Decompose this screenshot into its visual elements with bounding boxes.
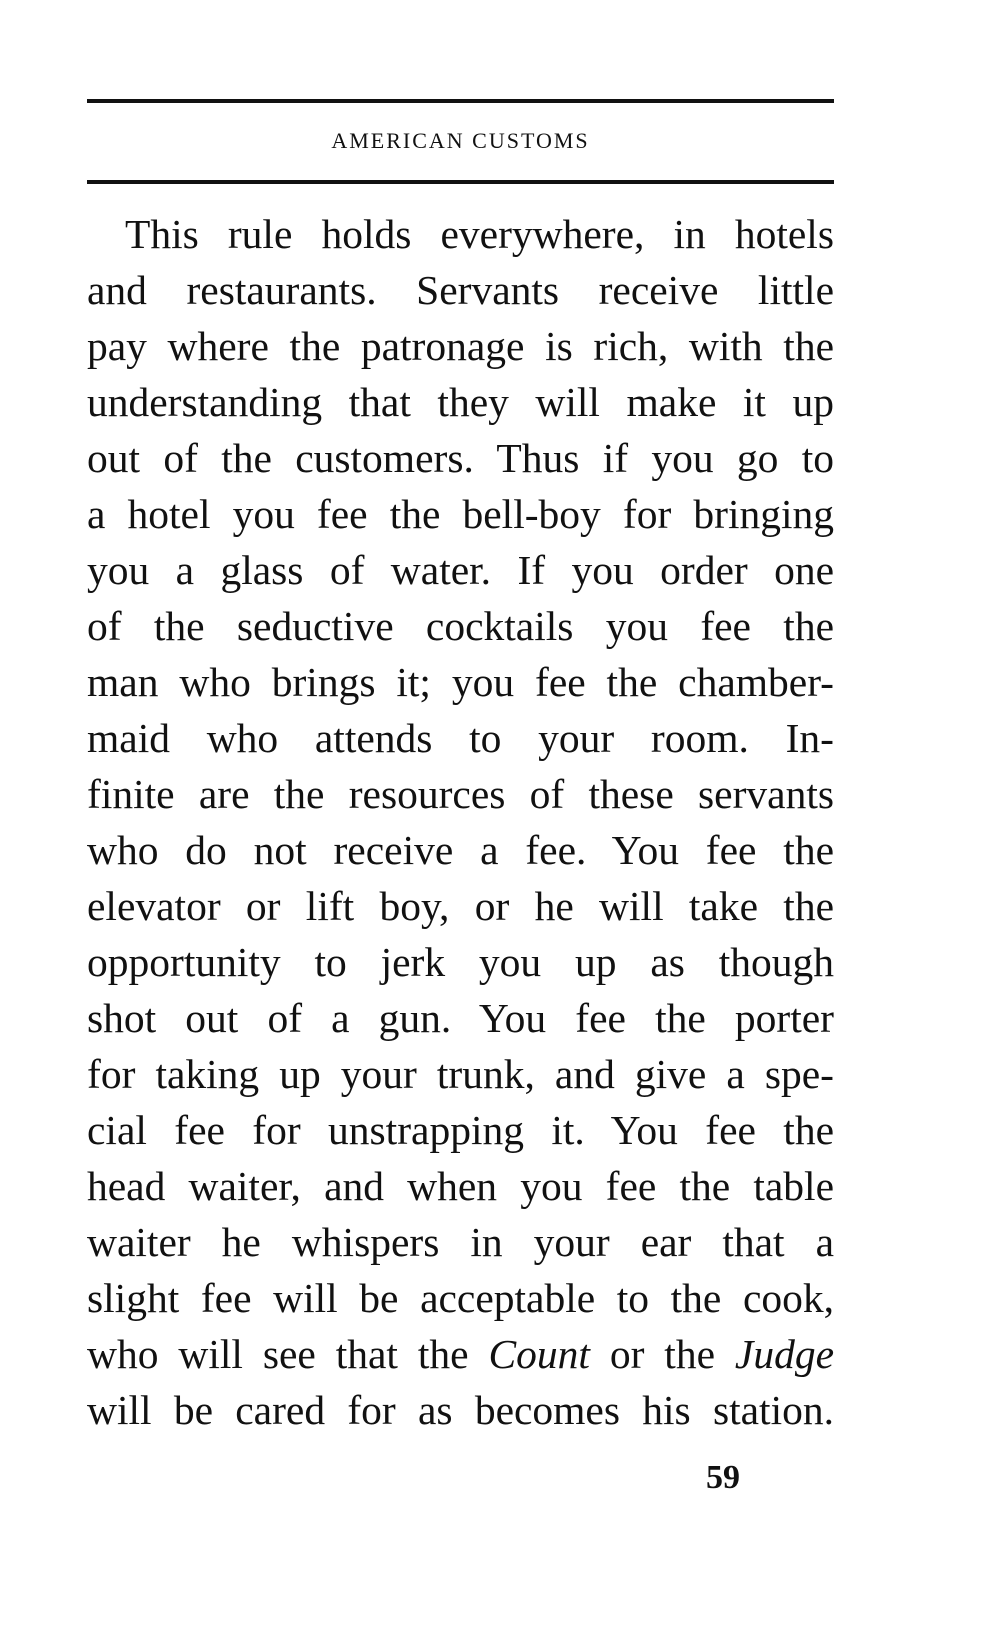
text-line: elevator or lift boy, or he will take the xyxy=(87,883,834,929)
text-line: This rule holds everywhere, in hotels xyxy=(125,211,834,257)
header-rule-top xyxy=(87,99,834,103)
text-segment: who will see that the xyxy=(87,1331,489,1377)
text-line: understanding that they will make it up xyxy=(87,379,834,425)
page-number: 59 xyxy=(706,1459,740,1496)
text-line: a hotel you fee the bell-boy for bringing xyxy=(87,491,834,537)
text-line: waiter he whispers in your ear that a xyxy=(87,1219,834,1265)
text-line: head waiter, and when you fee the table xyxy=(87,1163,834,1209)
text-line: you a glass of water. If you order one xyxy=(87,547,834,593)
text-line: opportunity to jerk you up as though xyxy=(87,939,834,985)
header-rule-bottom xyxy=(87,180,834,184)
italic-judge: Judge xyxy=(734,1331,834,1377)
text-line: of the seductive cocktails you fee the xyxy=(87,603,834,649)
text-line: finite are the resources of these servants xyxy=(87,771,834,817)
text-line-last: will be cared for as becomes his station. xyxy=(87,1387,834,1433)
italic-count: Count xyxy=(488,1331,590,1377)
text-line: out of the customers. Thus if you go to xyxy=(87,435,834,481)
text-line: slight fee will be acceptable to the cook, xyxy=(87,1275,834,1321)
text-line: pay where the patronage is rich, with the xyxy=(87,323,834,369)
text-line: cial fee for unstrapping it. You fee the xyxy=(87,1107,834,1153)
text-line: for taking up your trunk, and give a spe- xyxy=(87,1051,834,1097)
text-line: who do not receive a fee. You fee the xyxy=(87,827,834,873)
text-segment: or the xyxy=(589,1331,735,1377)
body-paragraph xyxy=(87,206,834,1438)
text-line: shot out of a gun. You fee the porter xyxy=(87,995,834,1041)
text-line: man who brings it; you fee the chamber- xyxy=(87,659,834,705)
text-line: maid who attends to your room. In- xyxy=(87,715,834,761)
running-head: AMERICAN CUSTOMS xyxy=(331,128,590,153)
text-line-with-italics xyxy=(87,1326,834,1382)
text-line: and restaurants. Servants receive little xyxy=(87,267,834,313)
